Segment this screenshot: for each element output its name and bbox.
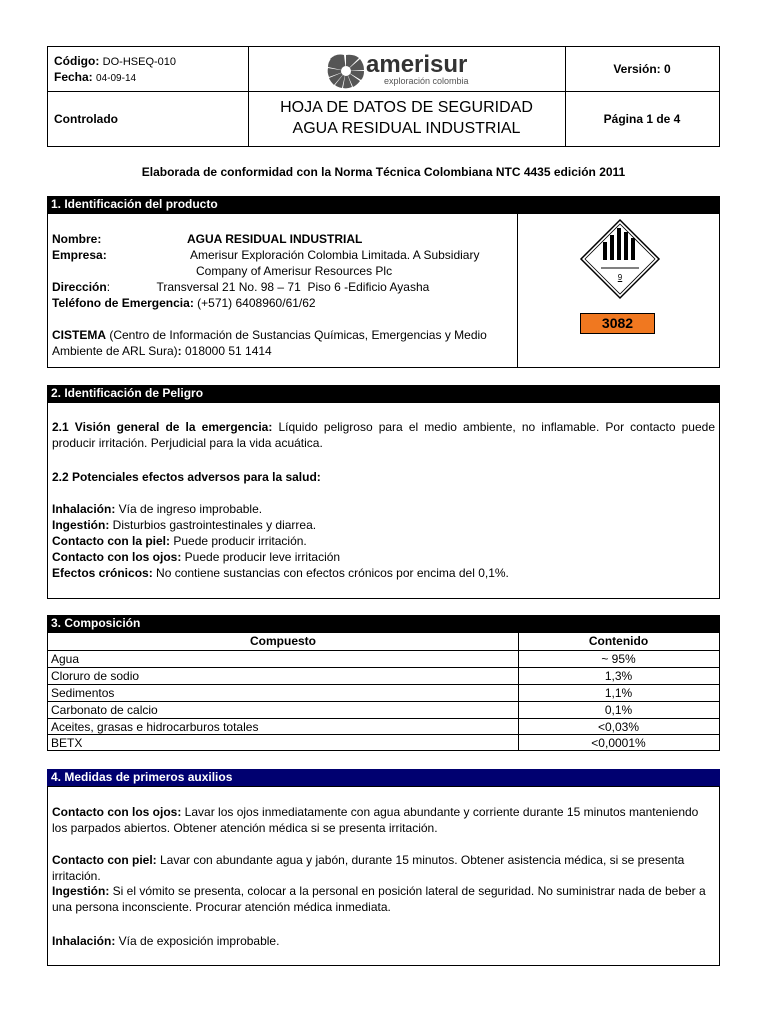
section3-title: 3. Composición [47, 615, 720, 632]
fecha: Fecha: 04-09-14 [54, 70, 137, 84]
efectos-title: 2.2 Potenciales efectos adversos para la salud: [52, 470, 321, 484]
document-title: HOJA DE DATOS DE SEGURIDAD AGUA RESIDUAL INDUSTRIAL [280, 99, 533, 137]
hazard-class-9-diamond [579, 218, 661, 300]
section4-box [47, 786, 720, 966]
table-row: Carbonato de calcio 0,1% [48, 701, 719, 718]
section2-title: 2. Identificación de Peligro [47, 385, 720, 402]
effect-item: Contacto con la piel: Puede producir irritación. [52, 534, 307, 548]
norma-statement: Elaborada de conformidad con la Norma Técnica Colombiana NTC 4435 edición 2011 [141, 165, 626, 179]
table-row: Aceites, grasas e hidrocarburos totales <0,03% [48, 718, 719, 735]
table-row: Cloruro de sodio 1,3% [48, 667, 719, 684]
hazard-class-number: 9 [617, 273, 623, 282]
amerisur-logo [326, 51, 506, 89]
pagina: Página 1 de 4 [603, 112, 681, 126]
hazard-diamond-icon [579, 218, 661, 300]
first-aid-item: Ingestión: Si el vómito se presenta, colocar a la personal en posición lateral de seguridad. No suministrar nada de beber a una persona inconsciente. Procurar atención médica inmediata. [52, 884, 706, 914]
shell-logo-icon [326, 51, 366, 89]
effect-item: Inhalación: Vía de ingreso improbable. [52, 502, 263, 516]
un-number-panel: 3082 [580, 313, 655, 334]
section2-box [47, 402, 720, 599]
effect-item: Ingestión: Disturbios gastrointestinales y diarrea. [52, 518, 317, 532]
nombre-value: AGUA RESIDUAL INDUSTRIAL [187, 232, 363, 246]
logo-subtitle: exploración colombia [384, 76, 469, 86]
first-aid-item: Inhalación: Vía de exposición improbable. [52, 934, 280, 948]
section1-box [47, 213, 720, 368]
emergency-overview: 2.1 Visión general de la emergencia: Líquido peligroso para el medio ambiente, no inflamable. Por contacto puede producir irritación. Perjudicial para la vida acuática. [52, 420, 716, 450]
effect-item: Efectos crónicos: No contiene sustancias con efectos crónicos por encima del 0,1%. [52, 566, 509, 580]
table-row: BETX <0,0001% [48, 734, 719, 751]
effect-item: Contacto con los ojos: Puede producir leve irritación [52, 550, 341, 564]
codigo: Código: DO-HSEQ-010 [54, 54, 177, 68]
health-effects-list [52, 501, 715, 581]
section1-title: 1. Identificación del producto [47, 196, 720, 213]
section4-title: 4. Medidas de primeros auxilios [47, 769, 720, 786]
logo-text: amerisur [366, 51, 468, 78]
first-aid-item: Contacto con piel: Lavar con abundante agua y jabón, durante 15 minutos. Obtener asistencia médica, si se presenta irritación. [52, 853, 685, 883]
controlado: Controlado [54, 112, 118, 126]
table-header-row: Compuesto Contenido [250, 634, 649, 648]
table-row: Sedimentos 1,1% [48, 684, 719, 701]
first-aid-item: Contacto con los ojos: Lavar los ojos inmediatamente con agua abundante y corriente durante 15 minutos manteniendo los parpados abiertos. Obtener atención médica si se presenta irritación. [52, 805, 699, 835]
product-info: Nombre: AGUA RESIDUAL INDUSTRIAL Empresa: Amerisur Exploración Colombia Limitada. A Subsidiary Company of Amerisur Resources Plc Dirección: Transversal 21 No. 98 – 71 Piso 6 -Edificio Ayasha Teléfono de Emergencia: (+571) 6408960/61/62 CISTEMA (Centro de Información de Sustancias Químicas, Emergencias y Medio Ambiente de ARL Sura): 018000 51 1414 [52, 232, 487, 358]
document-header [47, 46, 720, 147]
composition-table [47, 632, 720, 751]
version: Versión: 0 [613, 62, 671, 76]
table-row: Agua ~ 95% [48, 650, 719, 667]
